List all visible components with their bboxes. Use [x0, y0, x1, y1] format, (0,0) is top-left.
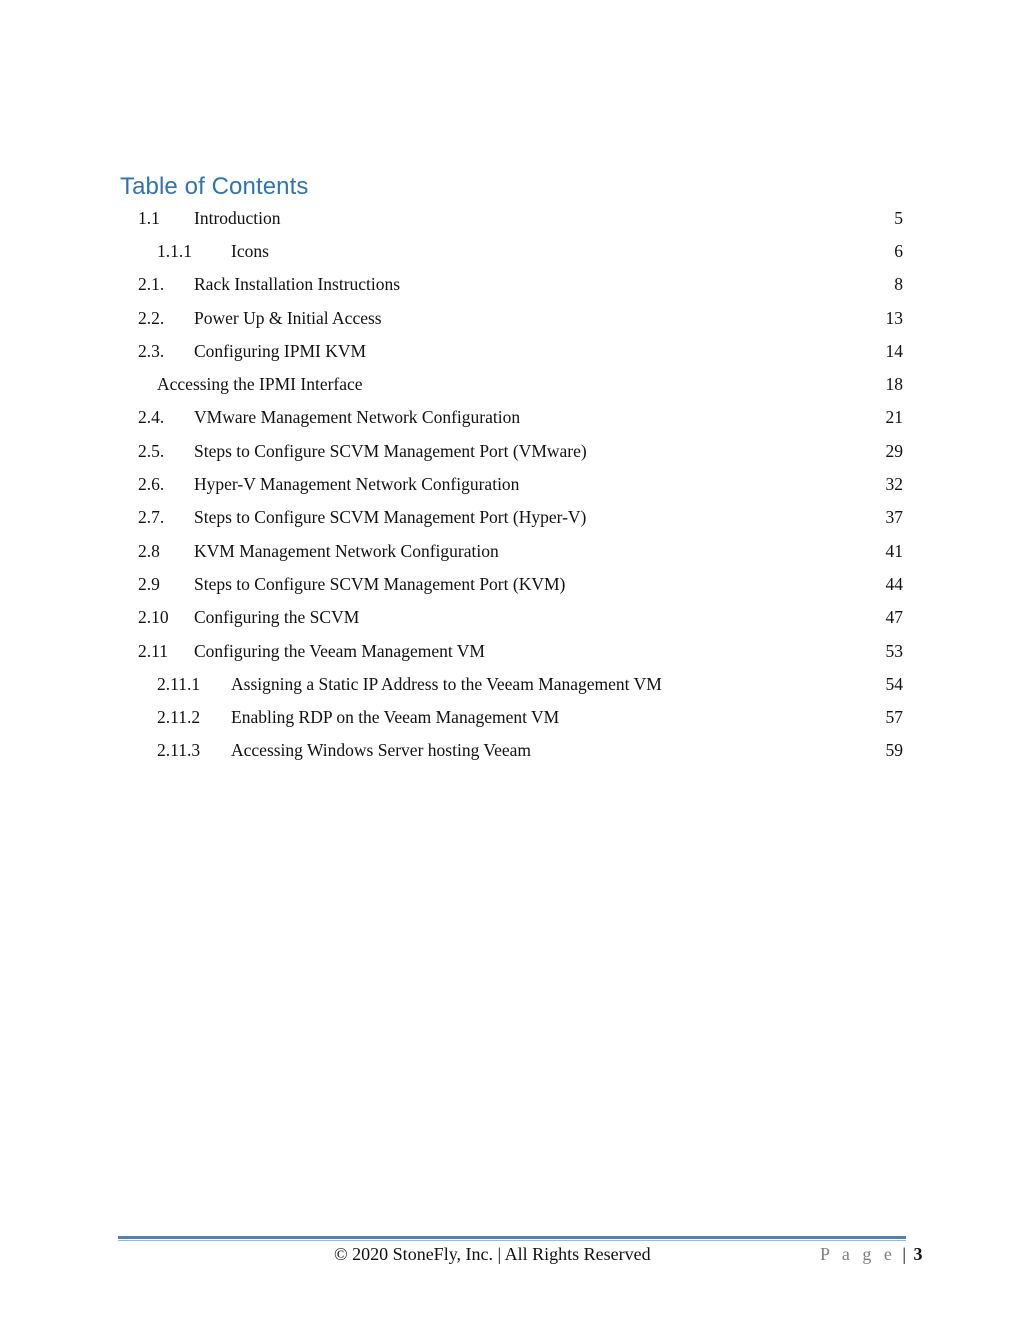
toc-entry-page: 53: [885, 641, 903, 661]
toc-entry-number: 2.5.: [138, 441, 165, 461]
toc-entry-number: 2.11: [138, 641, 168, 661]
toc-entry[interactable]: [138, 539, 903, 563]
toc-entry-title: Configuring IPMI KVM: [194, 341, 367, 361]
toc-entry-title: Introduction: [194, 208, 281, 228]
toc-entry-page: 13: [885, 308, 903, 328]
toc-entry-number: 2.7.: [138, 507, 165, 527]
toc-entry-number: 2.6.: [138, 474, 165, 494]
toc-entry[interactable]: [157, 705, 903, 729]
footer-page-label: P a g e: [820, 1244, 896, 1264]
toc-entry[interactable]: [138, 306, 903, 330]
toc-entry-page: 37: [885, 507, 903, 527]
footer-copyright: © 2020 StoneFly, Inc. | All Rights Reserved: [334, 1244, 651, 1264]
toc-entry[interactable]: [138, 505, 903, 529]
toc-entry-title: KVM Management Network Configuration: [194, 541, 499, 561]
toc-entry-page: 18: [885, 374, 903, 394]
toc-entry-title: Steps to Configure SCVM Management Port (KVM): [194, 574, 566, 594]
toc-heading: Table of Contents: [120, 173, 309, 200]
toc-entry-number: 2.11.2: [157, 707, 201, 727]
toc-entry-number: 2.4.: [138, 407, 165, 427]
toc-entry-title: Enabling RDP on the Veeam Management VM: [231, 707, 560, 727]
toc-entry-title: Configuring the Veeam Management VM: [194, 641, 485, 661]
toc-entry-page: 29: [885, 441, 903, 461]
toc-entry[interactable]: [138, 405, 903, 429]
toc-entry[interactable]: [138, 639, 903, 663]
toc-entry-title: Power Up & Initial Access: [194, 308, 382, 328]
toc-entry-title: Icons: [231, 241, 269, 261]
toc-entry-title: VMware Management Network Configuration: [194, 407, 521, 427]
toc-entry[interactable]: [157, 239, 903, 263]
toc-entry-title: Accessing Windows Server hosting Veeam: [231, 740, 531, 760]
toc-entry-number: 2.9: [138, 574, 160, 594]
toc-entry-number: 2.8: [138, 541, 160, 561]
toc-entry[interactable]: [138, 206, 903, 230]
toc-entry[interactable]: [157, 372, 903, 396]
toc-entry-number: 2.1.: [138, 274, 165, 294]
toc-entry-number: 1.1.1: [157, 241, 192, 261]
toc-entry-page: 5: [894, 208, 903, 228]
toc-entry-number: 2.11.3: [157, 740, 201, 760]
toc-entry-title: Hyper-V Management Network Configuration: [194, 474, 520, 494]
toc-entry[interactable]: [138, 439, 903, 463]
toc-entry-page: 47: [885, 607, 903, 627]
toc-entry-number: 2.11.1: [157, 674, 201, 694]
toc-entry-title: Rack Installation Instructions: [194, 274, 401, 294]
toc-entry-title: Steps to Configure SCVM Management Port (Hyper-V): [194, 507, 587, 527]
toc-entry[interactable]: [157, 672, 903, 696]
toc-entry-title: Steps to Configure SCVM Management Port (VMware): [194, 441, 587, 461]
toc-entry[interactable]: [157, 738, 903, 762]
toc-entry-page: 14: [885, 341, 903, 361]
toc-entry-page: 8: [894, 274, 903, 294]
footer-page-number: 3: [913, 1244, 923, 1264]
toc-entry-page: 59: [885, 740, 903, 760]
footer-rule-thin: [118, 1240, 906, 1241]
toc-entry-page: 57: [885, 707, 903, 727]
toc-entry-number: 2.10: [138, 607, 169, 627]
toc-entry-page: 44: [885, 574, 903, 594]
toc-entry-page: 32: [885, 474, 903, 494]
toc-entry-number: 2.2.: [138, 308, 165, 328]
toc-entry[interactable]: [138, 605, 903, 629]
toc-entry-title: Accessing the IPMI Interface: [157, 374, 363, 394]
toc-entry[interactable]: [138, 572, 903, 596]
toc-entry-number: 1.1: [138, 208, 160, 228]
toc-entry-number: 2.3.: [138, 341, 165, 361]
toc-entry[interactable]: [138, 272, 903, 296]
footer-rule: [118, 1236, 906, 1239]
toc-entry[interactable]: [138, 472, 903, 496]
toc-entry[interactable]: [138, 339, 903, 363]
toc-entry-title: Configuring the SCVM: [194, 607, 360, 627]
footer-page-indicator: [820, 1242, 922, 1266]
footer-separator: |: [902, 1244, 906, 1264]
toc-entry-title: Assigning a Static IP Address to the Veeam Management VM: [231, 674, 662, 694]
toc-entry-page: 41: [885, 541, 903, 561]
toc-entry-page: 54: [885, 674, 903, 694]
toc-entry-page: 6: [894, 241, 903, 261]
toc-entry-page: 21: [885, 407, 903, 427]
